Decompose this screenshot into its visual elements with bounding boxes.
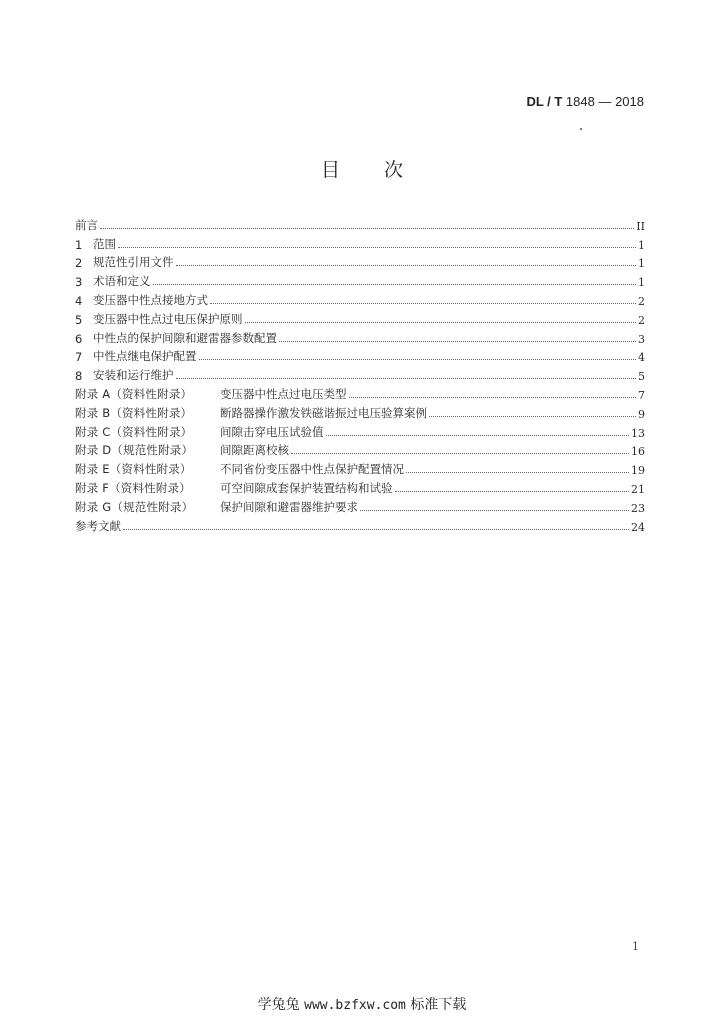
toc-entry-title: 安装和运行维护 — [93, 368, 174, 383]
toc-entry-title: 中性点继电保护配置 — [93, 349, 197, 364]
toc-entry-number: 1 — [75, 237, 83, 252]
toc-entry-title: 变压器中性点过电压类型 — [220, 386, 347, 401]
toc-dot-leader — [123, 529, 629, 530]
toc-entry[interactable] — [75, 346, 645, 365]
toc-entry-title: 参考文献 — [75, 518, 121, 533]
toc-entry-title: 保护间隙和避雷器维护要求 — [220, 499, 358, 514]
page-title: 目次 — [320, 159, 447, 181]
footer-watermark — [0, 994, 724, 1014]
stray-dot-mark — [580, 128, 582, 130]
toc-dot-leader — [395, 491, 630, 492]
toc-entry-page: 1 — [638, 257, 645, 271]
document-code — [526, 94, 644, 109]
toc-entry[interactable] — [75, 252, 645, 271]
toc-entry-title: 范围 — [93, 236, 116, 251]
toc-entry-number: 3 — [75, 275, 83, 290]
toc-entry-title: 规范性引用文件 — [93, 255, 174, 270]
toc-dot-leader — [291, 453, 629, 454]
toc-entry-page: 23 — [631, 501, 645, 515]
toc-entry-page: 4 — [638, 351, 645, 365]
toc-entry[interactable] — [75, 477, 645, 496]
toc-entry[interactable] — [75, 496, 645, 515]
toc-entry-title: 间隙距离校核 — [220, 443, 289, 458]
toc-entry-page: 21 — [631, 482, 645, 496]
toc-dot-leader — [245, 322, 637, 323]
toc-entry[interactable] — [75, 214, 645, 233]
toc-entry-number: 附录 D（规范性附录） — [75, 443, 194, 458]
toc-entry-number: 8 — [75, 369, 83, 384]
footer-site-name: 学兔兔 — [257, 997, 300, 1013]
toc-entry-title: 断路器操作激发铁磁谐振过电压验算案例 — [220, 405, 427, 420]
page-number: 1 — [632, 940, 639, 953]
toc-entry-page: 2 — [638, 294, 645, 308]
toc-dot-leader — [100, 228, 634, 229]
toc-entry-title: 前言 — [75, 217, 98, 232]
toc-entry-page: 9 — [638, 407, 645, 421]
toc-entry-number: 附录 G（规范性附录） — [75, 499, 194, 514]
toc-dot-leader — [326, 435, 630, 436]
toc-entry-page: 24 — [631, 520, 645, 534]
toc-entry-page: II — [636, 219, 645, 233]
toc-entry-title: 变压器中性点接地方式 — [93, 292, 208, 307]
table-of-contents — [75, 214, 645, 534]
toc-dot-leader — [429, 416, 636, 417]
toc-entry-page: 16 — [631, 445, 645, 459]
footer-tagline: 标准下载 — [410, 997, 467, 1013]
toc-dot-leader — [118, 247, 636, 248]
toc-entry-page: 5 — [638, 370, 645, 384]
toc-entry-page: 1 — [638, 238, 645, 252]
toc-entry-number: 附录 A（资料性附录） — [75, 386, 193, 401]
toc-entry-number: 6 — [75, 331, 83, 346]
toc-entry-title: 间隙击穿电压试验值 — [220, 424, 324, 439]
toc-dot-leader — [406, 472, 629, 473]
toc-entry-title: 变压器中性点过电压保护原则 — [93, 311, 243, 326]
footer-url: www.bzfxw.com — [304, 998, 406, 1013]
toc-entry[interactable] — [75, 383, 645, 402]
toc-entry-title: 不同省份变压器中性点保护配置情况 — [220, 462, 404, 477]
toc-entry[interactable] — [75, 308, 645, 327]
toc-entry-page: 3 — [638, 332, 645, 346]
toc-dot-leader — [349, 397, 637, 398]
toc-dot-leader — [360, 510, 629, 511]
toc-entry-title: 可空间隙成套保护装置结构和试验 — [220, 480, 393, 495]
toc-dot-leader — [199, 359, 637, 360]
toc-entry-page: 7 — [638, 388, 645, 402]
toc-entry[interactable] — [75, 402, 645, 421]
toc-entry-number: 附录 B（资料性附录） — [75, 405, 193, 420]
toc-dot-leader — [210, 303, 636, 304]
toc-entry[interactable] — [75, 440, 645, 459]
toc-entry[interactable] — [75, 421, 645, 440]
toc-entry[interactable] — [75, 327, 645, 346]
toc-entry-page: 1 — [638, 276, 645, 290]
toc-entry[interactable] — [75, 233, 645, 252]
toc-entry-number: 7 — [75, 350, 83, 365]
toc-dot-leader — [176, 378, 637, 379]
toc-dot-leader — [176, 265, 637, 266]
toc-entry-number: 2 — [75, 256, 83, 271]
toc-entry-page: 2 — [638, 313, 645, 327]
toc-entry-number: 5 — [75, 312, 83, 327]
toc-entry-title: 术语和定义 — [93, 274, 151, 289]
document-code-number: 1848 — 2018 — [562, 94, 644, 109]
toc-entry[interactable] — [75, 515, 645, 534]
toc-entry[interactable] — [75, 364, 645, 383]
toc-entry[interactable] — [75, 289, 645, 308]
document-code-prefix: DL / T — [526, 94, 563, 109]
toc-entry-number: 附录 C（资料性附录） — [75, 424, 193, 439]
toc-dot-leader — [279, 341, 636, 342]
toc-entry[interactable] — [75, 270, 645, 289]
toc-dot-leader — [153, 284, 637, 285]
toc-entry-page: 19 — [631, 464, 645, 478]
toc-entry-number: 4 — [75, 293, 83, 308]
toc-entry-number: 附录 F（资料性附录） — [75, 480, 191, 495]
toc-entry-title: 中性点的保护间隙和避雷器参数配置 — [93, 330, 277, 345]
toc-entry[interactable] — [75, 458, 645, 477]
toc-entry-number: 附录 E（资料性附录） — [75, 462, 192, 477]
toc-entry-page: 13 — [631, 426, 645, 440]
